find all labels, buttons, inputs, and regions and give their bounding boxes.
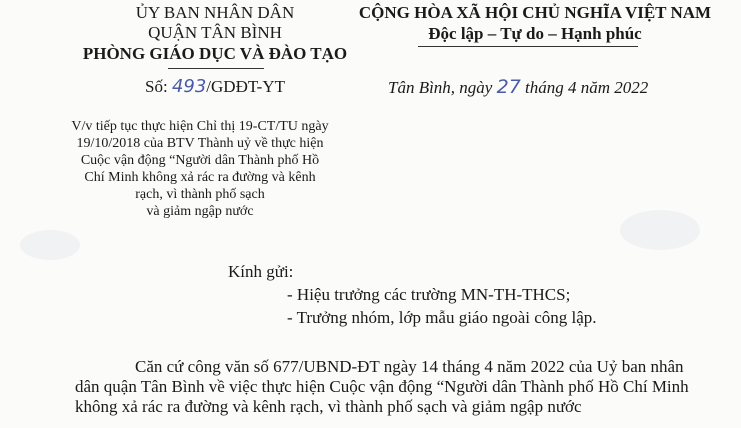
subject-line: Cuộc vận động “Người dân Thành phố Hồ: [80, 153, 320, 168]
org-underline: [168, 68, 264, 69]
so-prefix: Số:: [145, 77, 168, 96]
subject-block: [30, 118, 370, 220]
org-line-2: QUẬN TÂN BÌNH: [148, 23, 282, 42]
place-suffix: tháng 4 năm 2022: [520, 78, 649, 97]
date-day: 27: [496, 76, 521, 98]
recipients-label: Kính gửi:: [228, 262, 294, 281]
org-line-3: PHÒNG GIÁO DỤC VÀ ĐÀO TẠO: [82, 44, 348, 63]
recipient-item: - Hiệu trưởng các trường MN-TH-THCS;: [287, 285, 571, 304]
subject-line: 19/10/2018 của BTV Thành uỷ về thực hiện: [76, 136, 324, 151]
subject-line: và giảm ngập nước: [146, 204, 254, 219]
scan-smudge: [20, 230, 80, 260]
scan-smudge: [620, 210, 700, 250]
so-number: 493: [171, 76, 207, 97]
body-line: Căn cứ công văn số 677/UBND-ĐT ngày 14 tháng 4 năm 2022 của Uỷ ban nhân: [135, 357, 684, 376]
place-date: [388, 76, 648, 98]
body-line: không xả rác ra đường và kênh rạch, vì thành phố sạch và giảm ngập nước: [75, 397, 582, 416]
org-line-1: ỦY BAN NHÂN DÂN: [135, 3, 295, 22]
subject-line: rạch, vì thành phố sạch: [135, 187, 265, 202]
subject-line: Chí Minh không xả rác ra đường và kênh: [84, 170, 316, 185]
document-number: [95, 76, 335, 97]
place-prefix: Tân Bình, ngày: [388, 78, 493, 97]
body-line: dân quận Tân Bình về việc thực hiện Cuộc vận động “Người dân Thành phố Hồ Chí Minh: [75, 377, 689, 396]
motto-underline: [418, 46, 638, 47]
national-motto: Độc lập – Tự do – Hạnh phúc: [428, 24, 642, 43]
so-suffix: /GDĐT-YT: [206, 77, 285, 96]
recipient-item: - Trưởng nhóm, lớp mẫu giáo ngoài công lập.: [287, 308, 597, 327]
national-title: CỘNG HÒA XÃ HỘI CHỦ NGHĨA VIỆT NAM: [358, 3, 712, 22]
subject-line: V/v tiếp tục thực hiện Chỉ thị 19-CT/TU ngày: [71, 119, 329, 134]
body-paragraph: [75, 357, 740, 417]
